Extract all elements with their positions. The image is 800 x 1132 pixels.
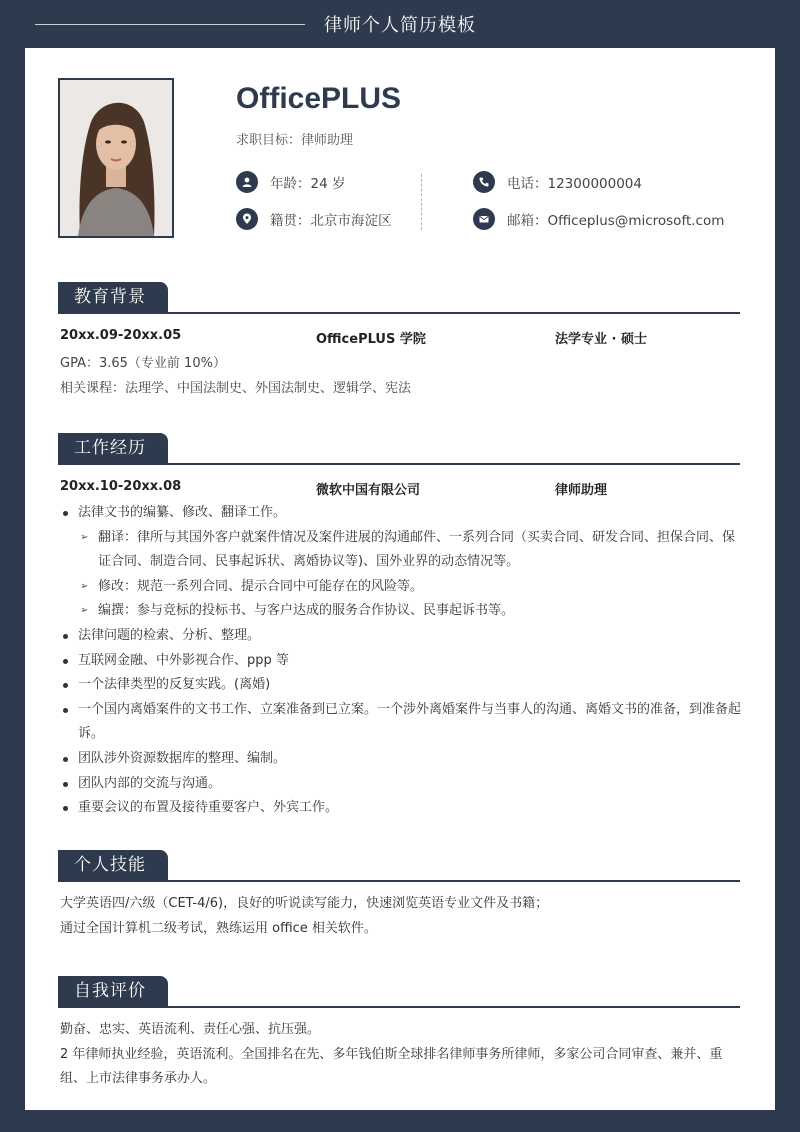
phone-text: 电话：12300000004 xyxy=(507,176,642,192)
work-position: 律师助理 xyxy=(555,483,608,498)
email-info xyxy=(473,208,724,230)
candidate-name: OfficePLUS xyxy=(236,82,402,115)
work-title: 工作经历 xyxy=(58,433,168,463)
work-company: 微软中国有限公司 xyxy=(316,483,421,498)
section-rule xyxy=(58,312,740,314)
skills-title: 个人技能 xyxy=(58,850,168,880)
self-eval-section-header xyxy=(58,976,740,1008)
person-icon xyxy=(236,171,258,193)
section-rule xyxy=(58,1006,740,1008)
list-item: 团队涉外资源数据库的整理、编制。 xyxy=(60,747,742,772)
list-item: ➢ 修改：规范一系列合同、提示合同中可能存在的风险等。 xyxy=(60,575,742,600)
skills-text xyxy=(60,892,742,941)
job-objective: 求职目标：律师助理 xyxy=(236,133,354,148)
section-rule xyxy=(58,463,740,465)
list-item: 一个国内离婚案件的文书工作、立案准备到已立案。一个涉外离婚案件与当事人的沟通、离婚文书的准备，到准备起诉。 xyxy=(60,698,742,747)
age-text: 年龄：24 岁 xyxy=(270,176,346,192)
title-rule-right xyxy=(35,24,305,25)
self-eval-line: 勤奋、忠实、英语流利、责任心强、抗压强。 xyxy=(60,1022,321,1037)
resume-paper xyxy=(25,48,775,1110)
education-courses: 相关课程：法理学、中国法制史、外国法制史、逻辑学、宪法 xyxy=(60,381,412,396)
education-gpa: GPA：3.65（专业前 10%） xyxy=(60,356,226,371)
skills-line: 通过全国计算机二级考试，熟练运用 office 相关软件。 xyxy=(60,920,377,936)
page-title: 律师个人简历模板 xyxy=(324,15,476,36)
section-rule xyxy=(58,880,740,882)
skills-section-header xyxy=(58,850,740,882)
list-item: 一个法律类型的反复实践。(离婚) xyxy=(60,673,742,698)
email-text: 邮箱：Officeplus@microsoft.com xyxy=(507,213,725,229)
list-item: 团队内部的交流与沟通。 xyxy=(60,772,742,797)
profile-photo xyxy=(58,78,174,238)
hometown-text: 籍贯：北京市海淀区 xyxy=(270,213,392,229)
self-eval-text xyxy=(60,1018,742,1092)
work-period: 20xx.10-20xx.08 xyxy=(60,479,182,494)
location-pin-icon xyxy=(236,208,258,230)
list-item: 互联网金融、中外影视合作、ppp 等 xyxy=(60,649,742,674)
self-eval-title: 自我评价 xyxy=(58,976,168,1006)
skills-line: 大学英语四/六级（CET-4/6)，良好的听说读写能力，快速浏览英语专业文件及书籍； xyxy=(60,896,549,911)
list-item: ➢ 编撰：参与竞标的投标书、与客户达成的服务合作协议、民事起诉书等。 xyxy=(60,599,742,624)
age-info xyxy=(236,171,345,193)
education-school: OfficePLUS 学院 xyxy=(316,332,426,347)
mail-icon xyxy=(473,208,495,230)
list-item: ➢ 翻译：律所与其国外客户就案件情况及案件进展的沟通邮件、一系列合同（买卖合同、研发合同、担保合同、保证合同、制造合同、民事起诉状、离婚协议等)、国外业界的动态情况等。 xyxy=(60,526,742,575)
work-duties-list xyxy=(60,501,742,821)
self-eval-line: 2 年律师执业经验，英语流利。全国排名在先、多年钱伯斯全球排名律师事务所律师，多家公司合同审查、兼并、重组、上市法律事务承办人。 xyxy=(60,1046,723,1086)
education-title: 教育背景 xyxy=(58,282,168,312)
list-item: 法律问题的检索、分析、整理。 xyxy=(60,624,742,649)
list-item: 法律文书的编纂、修改、翻译工作。 xyxy=(60,501,742,526)
list-item: 重要会议的布置及接待重要客户、外宾工作。 xyxy=(60,796,742,821)
education-degree: 法学专业 · 硕士 xyxy=(555,332,647,347)
education-section-header xyxy=(58,282,740,314)
page-title-bar xyxy=(0,0,800,48)
work-section-header xyxy=(58,433,740,465)
hometown-info xyxy=(236,208,392,230)
phone-icon xyxy=(473,171,495,193)
info-divider xyxy=(421,174,422,230)
phone-info xyxy=(473,171,642,193)
education-period: 20xx.09-20xx.05 xyxy=(60,328,182,343)
